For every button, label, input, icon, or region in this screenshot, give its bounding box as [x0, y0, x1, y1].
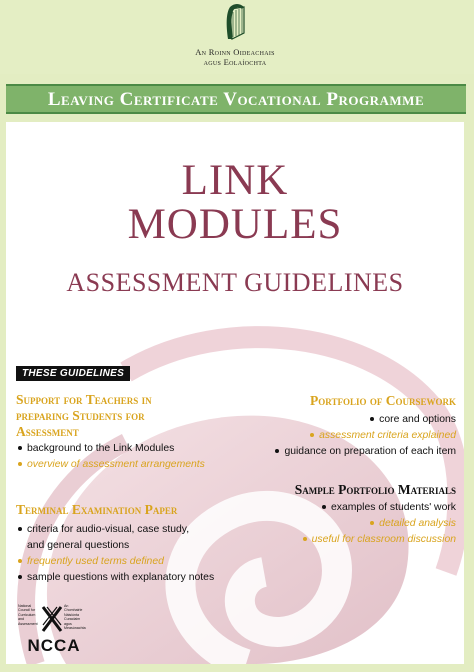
bullet-icon: [18, 446, 22, 450]
logo-text-english: National Council for Curriculum and Assessment: [18, 604, 38, 626]
list-item: [16, 441, 205, 457]
bullet-icon: [322, 505, 326, 509]
guidelines-tag: THESE GUIDELINES: [16, 366, 130, 381]
list-item-text: core and options: [379, 414, 456, 425]
list-item: [301, 500, 456, 516]
list-item-text: useful for classroom discussion: [311, 534, 456, 545]
list-item: [273, 412, 456, 428]
subtitle: ASSESSMENT GUIDELINES: [66, 268, 404, 297]
support-heading-line-2: preparing Students for: [16, 408, 145, 423]
list-item-text: criteria for audio-visual, case study,: [27, 524, 190, 535]
bullet-icon: [370, 521, 374, 525]
ncca-mark-icon: [41, 605, 63, 633]
cover-panel: [6, 122, 464, 664]
list-item-text: detailed analysis: [379, 518, 456, 529]
bullet-icon: [275, 449, 279, 453]
support-heading-line-1: Support for Teachers in: [16, 392, 152, 407]
bullet-icon: [310, 433, 314, 437]
bullet-icon: [18, 527, 22, 531]
support-list: [16, 441, 205, 473]
title-line-1: LINK: [181, 157, 289, 204]
list-item: [273, 444, 456, 460]
list-item: [301, 516, 456, 532]
portfolio-list: [273, 412, 456, 460]
bullet-icon: [18, 575, 22, 579]
sample-heading: Sample Portfolio Materials: [294, 482, 456, 497]
list-item-text: background to the Link Modules: [27, 443, 175, 454]
programme-title: Leaving Certificate Vocational Programme: [47, 89, 425, 110]
ncca-logo: [18, 604, 86, 656]
bullet-icon: [370, 417, 374, 421]
bullet-icon: [18, 462, 22, 466]
list-item-text: and general questions: [27, 540, 130, 551]
bullet-icon: [18, 559, 22, 563]
list-item: [301, 532, 456, 548]
support-heading: [16, 392, 226, 440]
list-item: [16, 522, 214, 538]
bullet-icon: [303, 537, 307, 541]
department-name: [160, 47, 310, 67]
terminal-list: [16, 522, 214, 586]
programme-bar: [6, 84, 466, 114]
title-line-2: MODULES: [127, 201, 343, 248]
list-item: [273, 428, 456, 444]
list-item: [16, 570, 214, 586]
list-item-text: examples of students' work: [331, 502, 456, 513]
list-item-text: overview of assessment arrangements: [27, 459, 205, 470]
list-item: [16, 457, 205, 473]
list-item-text: frequently used terms defined: [27, 556, 164, 567]
department-line-1: An Roinn Oideachais: [195, 47, 275, 57]
list-item: [16, 554, 214, 570]
portfolio-heading: Portfolio of Coursework: [310, 393, 456, 408]
department-line-2: agus Eolaíochta: [203, 57, 267, 67]
list-item-text: sample questions with explanatory notes: [27, 572, 215, 583]
list-item: [16, 538, 214, 554]
list-item-text: assessment criteria explained: [319, 430, 456, 441]
support-heading-line-3: Assessment: [16, 424, 79, 439]
harp-icon: [222, 3, 248, 43]
logo-text-irish: An Chomhairle Náisiúnta Curaclaim agus Measúnachta: [64, 604, 86, 631]
header-band: [0, 0, 474, 74]
list-item-text: guidance on preparation of each item: [284, 446, 456, 457]
logo-name: NCCA: [27, 636, 81, 655]
sample-list: [301, 500, 456, 548]
terminal-heading: Terminal Examination Paper: [16, 502, 178, 517]
